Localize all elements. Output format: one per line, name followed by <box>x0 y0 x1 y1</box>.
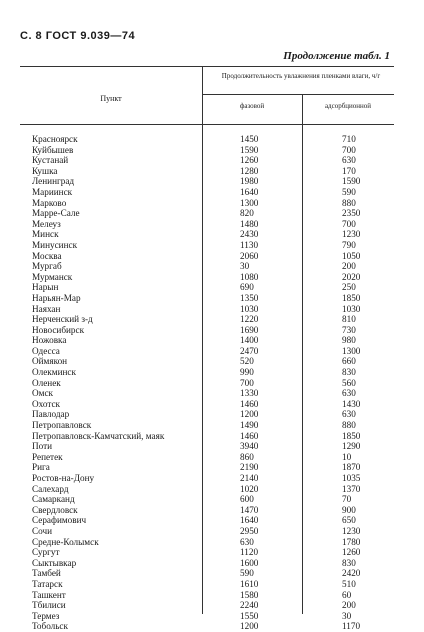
column-header-punkt: Пункт <box>100 94 122 103</box>
phase-hours: 1200 <box>240 409 259 420</box>
adsorption-hours: 1035 <box>342 473 361 483</box>
station-name: Тамбей <box>32 568 61 579</box>
adsorption-hours: 510 <box>342 578 356 589</box>
phase-hours: 690 <box>240 282 254 293</box>
table-row <box>20 568 394 579</box>
table-top-border <box>20 66 394 67</box>
station-name: Рига <box>32 462 50 473</box>
phase-hours: 2470 <box>240 345 259 356</box>
phase-hours: 2950 <box>240 525 259 536</box>
table-row <box>20 346 394 357</box>
adsorption-hours: 730 <box>342 324 356 335</box>
table-row <box>20 272 394 283</box>
table-row <box>20 304 394 315</box>
table-row <box>20 441 394 452</box>
column-header-phase: фазовой <box>239 102 265 110</box>
table-row <box>20 367 394 378</box>
table-row <box>20 494 394 505</box>
phase-hours: 820 <box>240 208 254 219</box>
adsorption-hours: 830 <box>342 367 356 378</box>
phase-hours: 2430 <box>240 229 259 240</box>
station-name: Поти <box>32 441 53 452</box>
phase-hours: 1280 <box>240 165 259 176</box>
phase-hours: 860 <box>240 451 254 462</box>
adsorption-hours: 1850 <box>342 292 361 303</box>
phase-hours: 1490 <box>240 420 259 431</box>
table-row <box>20 166 394 177</box>
table-row <box>20 452 394 463</box>
station-name: Ростов-на-Дону <box>32 473 95 483</box>
phase-hours: 1690 <box>240 324 259 335</box>
table-row <box>20 388 394 399</box>
phase-hours: 1480 <box>240 218 259 229</box>
adsorption-hours: 650 <box>342 515 356 526</box>
adsorption-hours: 630 <box>342 155 356 166</box>
adsorption-hours: 1050 <box>342 250 361 261</box>
table-row <box>20 505 394 516</box>
phase-hours: 700 <box>240 377 254 388</box>
phase-hours: 1350 <box>240 292 259 303</box>
table-row <box>20 547 394 558</box>
adsorption-hours: 1870 <box>342 462 361 473</box>
phase-hours: 1220 <box>240 314 259 325</box>
adsorption-hours: 880 <box>342 420 356 431</box>
table-row <box>20 462 394 473</box>
adsorption-hours: 2350 <box>342 208 361 219</box>
adsorption-hours: 630 <box>342 409 356 420</box>
station-name: Минск <box>32 229 59 240</box>
humidity-table <box>20 66 394 632</box>
adsorption-hours: 60 <box>342 589 352 600</box>
adsorption-hours: 660 <box>342 356 356 367</box>
phase-hours: 590 <box>240 568 254 579</box>
adsorption-hours: 200 <box>342 600 356 611</box>
station-name: Охотск <box>32 398 61 409</box>
adsorption-hours: 10 <box>342 451 352 462</box>
adsorption-hours: 250 <box>342 282 356 293</box>
adsorption-hours: 630 <box>342 388 356 399</box>
station-name: Наяхан <box>32 303 61 314</box>
phase-hours: 1550 <box>240 610 259 621</box>
table-row <box>20 431 394 442</box>
station-name: Сыктывкар <box>32 557 77 568</box>
station-name: Мелеуз <box>32 218 61 229</box>
table-row <box>20 484 394 495</box>
station-name: Минусинск <box>32 239 78 250</box>
adsorption-hours: 980 <box>342 335 356 346</box>
table-row <box>20 515 394 526</box>
station-name: Оленек <box>32 377 61 388</box>
station-name: Оймякон <box>32 356 68 367</box>
table-row <box>20 420 394 431</box>
table-row <box>20 282 394 293</box>
table-row <box>20 251 394 262</box>
table-row <box>20 155 394 166</box>
table-row <box>20 240 394 251</box>
phase-hours: 1200 <box>240 621 259 632</box>
header-bottom-border <box>20 124 394 125</box>
table-row <box>20 229 394 240</box>
station-name: Новосибирск <box>32 324 85 335</box>
table-row <box>20 219 394 230</box>
table-row <box>20 399 394 410</box>
station-name: Куйбышев <box>32 144 74 155</box>
phase-hours: 1460 <box>240 398 259 409</box>
adsorption-hours: 1590 <box>342 176 361 187</box>
station-name: Марре-Сале <box>32 208 80 219</box>
station-name: Мургаб <box>32 261 62 272</box>
phase-hours: 1450 <box>240 134 259 144</box>
phase-hours: 1080 <box>240 271 259 282</box>
phase-hours: 1590 <box>240 144 259 155</box>
adsorption-hours: 700 <box>342 144 356 155</box>
table-row <box>20 526 394 537</box>
table-row <box>20 537 394 548</box>
station-name: Салехард <box>32 483 69 494</box>
adsorption-hours: 880 <box>342 197 356 208</box>
station-name: Мариинск <box>32 186 73 197</box>
station-name: Тбилиси <box>32 600 66 611</box>
station-name: Москва <box>32 250 62 261</box>
adsorption-hours: 170 <box>342 165 356 176</box>
table-row <box>20 335 394 346</box>
table-row <box>20 611 394 622</box>
phase-hours: 600 <box>240 494 254 505</box>
station-name: Павлодар <box>32 409 70 420</box>
adsorption-hours: 1300 <box>342 345 361 356</box>
table-row <box>20 600 394 611</box>
table-row <box>20 176 394 187</box>
station-name: Сочи <box>32 525 53 536</box>
phase-hours: 3940 <box>240 441 259 452</box>
table-row <box>20 187 394 198</box>
table-row <box>20 558 394 569</box>
adsorption-hours: 900 <box>342 504 356 515</box>
adsorption-hours: 70 <box>342 494 352 505</box>
table-row <box>20 145 394 156</box>
table-row <box>20 473 394 484</box>
phase-hours: 1610 <box>240 578 259 589</box>
table-row <box>20 314 394 325</box>
phase-hours: 1260 <box>240 155 259 166</box>
station-name: Термез <box>32 610 60 621</box>
phase-hours: 630 <box>240 536 254 547</box>
phase-hours: 1130 <box>240 239 259 250</box>
adsorption-hours: 1170 <box>342 621 361 632</box>
table-row <box>20 409 394 420</box>
adsorption-hours: 830 <box>342 557 356 568</box>
table-row <box>20 134 394 145</box>
page-header: С. 8 ГОСТ 9.039—74 <box>20 30 136 42</box>
adsorption-hours: 1290 <box>342 441 361 452</box>
table-row <box>20 293 394 304</box>
station-name: Сургут <box>32 547 60 558</box>
adsorption-hours: 2020 <box>342 271 361 282</box>
header-divider <box>202 94 394 95</box>
phase-hours: 1120 <box>240 547 259 558</box>
table-body <box>20 134 394 632</box>
station-name: Свердловск <box>32 504 78 515</box>
station-name: Татарск <box>32 578 63 589</box>
column-header-adsorption: адсорбционной <box>324 102 372 110</box>
adsorption-hours: 2420 <box>342 568 361 579</box>
adsorption-hours: 1230 <box>342 229 361 240</box>
adsorption-hours: 1230 <box>342 525 361 536</box>
adsorption-hours: 1260 <box>342 547 361 558</box>
station-name: Олекминск <box>32 367 76 378</box>
table-continuation-label: Продолжение табл. 1 <box>283 50 390 62</box>
station-name: Одесса <box>32 345 60 356</box>
station-name: Нарын <box>32 282 59 293</box>
adsorption-hours: 30 <box>342 610 352 621</box>
table-row <box>20 590 394 601</box>
phase-hours: 1400 <box>240 335 259 346</box>
adsorption-hours: 1850 <box>342 430 361 441</box>
station-name: Репетек <box>32 451 63 462</box>
phase-hours: 1980 <box>240 176 259 187</box>
adsorption-hours: 1780 <box>342 536 361 547</box>
phase-hours: 1020 <box>240 483 259 494</box>
adsorption-hours: 1030 <box>342 303 361 314</box>
station-name: Красноярск <box>32 134 78 144</box>
station-name: Серафимович <box>32 515 87 526</box>
adsorption-hours: 700 <box>342 218 356 229</box>
table-row <box>20 325 394 336</box>
station-name: Мурманск <box>32 271 73 282</box>
station-name: Нерченский з-д <box>32 314 93 325</box>
table-row <box>20 356 394 367</box>
column-group-header: Продолжительность увлажнения пленками влаги, ч/г <box>221 72 381 80</box>
phase-hours: 520 <box>240 356 254 367</box>
table-row <box>20 198 394 209</box>
table-row <box>20 378 394 389</box>
adsorption-hours: 590 <box>342 186 356 197</box>
table-row <box>20 208 394 219</box>
phase-hours: 1300 <box>240 197 259 208</box>
table-row <box>20 261 394 272</box>
station-name: Кушка <box>32 165 58 176</box>
phase-hours: 2190 <box>240 462 259 473</box>
adsorption-hours: 200 <box>342 261 356 272</box>
station-name: Омск <box>32 388 53 399</box>
phase-hours: 2060 <box>240 250 259 261</box>
adsorption-hours: 560 <box>342 377 356 388</box>
phase-hours: 1030 <box>240 303 259 314</box>
station-name: Самарканд <box>32 494 75 505</box>
station-name: Нарьян-Мар <box>32 292 81 303</box>
station-name: Ножовка <box>32 335 67 346</box>
station-name: Марково <box>32 197 67 208</box>
station-name: Ташкент <box>32 589 66 600</box>
phase-hours: 1640 <box>240 186 259 197</box>
station-name: Петропавловск-Камчатский, маяк <box>32 430 165 441</box>
phase-hours: 1640 <box>240 515 259 526</box>
station-name: Средне-Колымск <box>32 536 99 547</box>
phase-hours: 2140 <box>240 473 259 483</box>
adsorption-hours: 790 <box>342 239 356 250</box>
adsorption-hours: 1430 <box>342 398 361 409</box>
table-row <box>20 621 394 632</box>
phase-hours: 990 <box>240 367 254 378</box>
station-name: Ленинград <box>32 176 75 187</box>
phase-hours: 1580 <box>240 589 259 600</box>
phase-hours: 1460 <box>240 430 259 441</box>
adsorption-hours: 710 <box>342 134 356 144</box>
phase-hours: 1470 <box>240 504 259 515</box>
phase-hours: 30 <box>240 261 250 272</box>
adsorption-hours: 1370 <box>342 483 361 494</box>
phase-hours: 2240 <box>240 600 259 611</box>
table-row <box>20 579 394 590</box>
station-name: Петропавловск <box>32 420 92 431</box>
phase-hours: 1600 <box>240 557 259 568</box>
station-name: Тобольск <box>32 621 68 632</box>
adsorption-hours: 810 <box>342 314 356 325</box>
station-name: Кустанай <box>32 155 69 166</box>
phase-hours: 1330 <box>240 388 259 399</box>
